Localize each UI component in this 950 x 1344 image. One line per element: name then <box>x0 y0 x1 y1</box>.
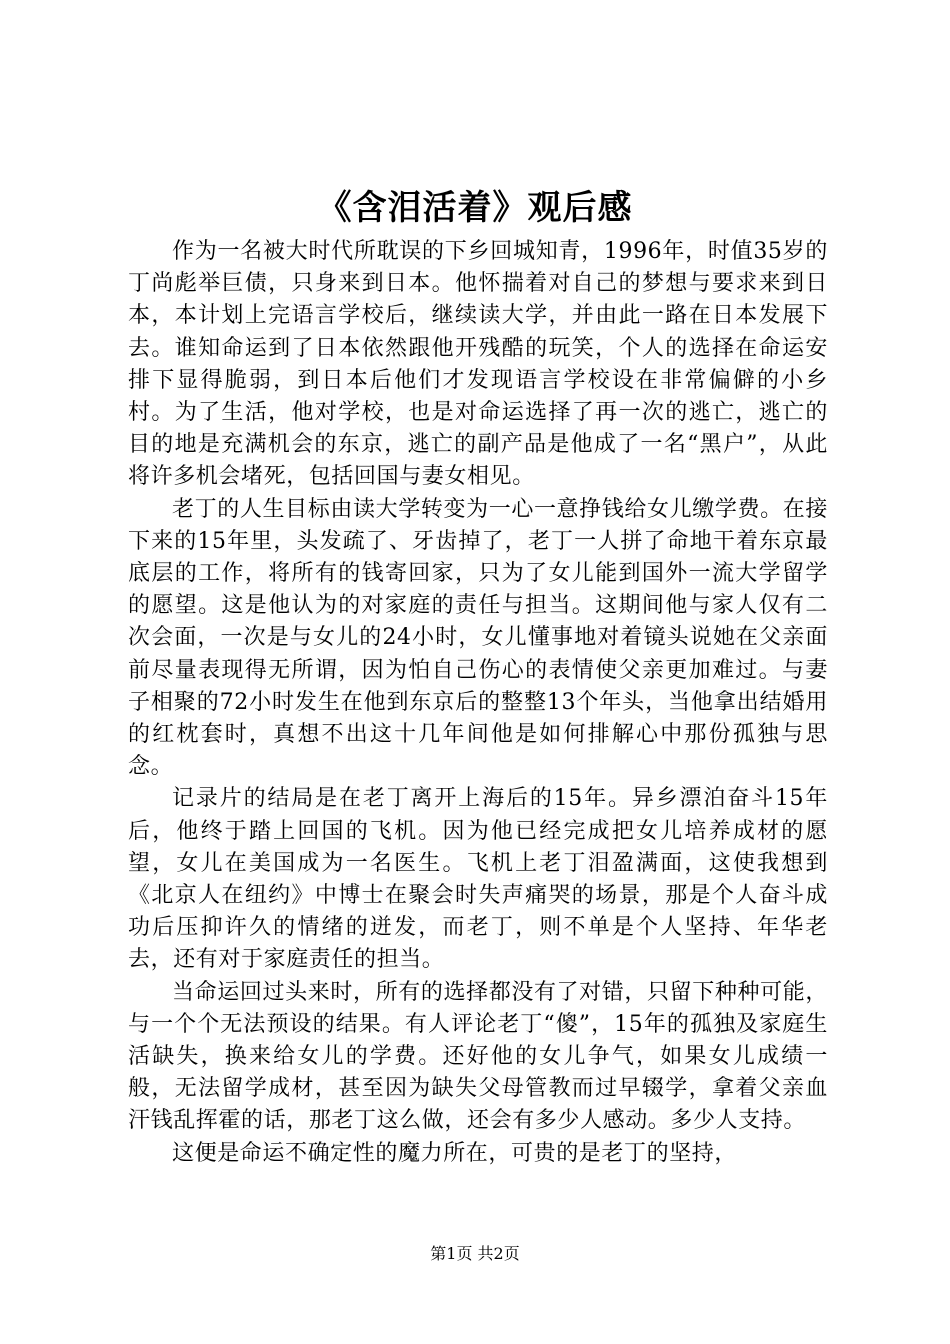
paragraph-2: 老丁的人生目标由读大学转变为一心一意挣钱给女儿缴学费。在接下来的15年里，头发疏了、牙齿掉了，老丁一人拼了命地干着东京最底层的工作，将所有的钱寄回家，只为了女儿能到国外一流大学留学的愿望。这是他认为的对家庭的责任与担当。这期间他与家人仅有二次会面，一次是与女儿的24小时，女儿懂事地对着镜头说她在父亲面前尽量表现得无所谓，因为怕自己伤心的表情使父亲更加难过。与妻子相聚的72小时发生在他到东京后的整整13个年头，当他拿出结婚用的红枕套时，真想不出这十几年间他是如何排解心中那份孤独与思念。 <box>128 496 828 780</box>
paragraph-5: 这便是命运不确定性的魔力所在，可贵的是老丁的坚持， <box>172 1140 738 1166</box>
document-body <box>128 236 828 1170</box>
paragraph-3: 记录片的结局是在老丁离开上海后的15年。异乡漂泊奋斗15年后，他终于踏上回国的飞机。因为他已经完成把女儿培养成材的愿望，女儿在美国成为一名医生。飞机上老丁泪盈满面，这使我想到《北京人在纽约》中博士在聚会时失声痛哭的场景，那是个人奋斗成功后压抑许久的情绪的迸发，而老丁，则不单是个人坚持、年华老去，还有对于家庭责任的担当。 <box>128 786 828 973</box>
paragraph-1: 作为一名被大时代所耽误的下乡回城知青，1996年，时值35岁的丁尚彪举巨债，只身来到日本。他怀揣着对自己的梦想与要求来到日本，本计划上完语言学校后，继续读大学，并由此一路在日本发展下去。谁知命运到了日本依然跟他开残酷的玩笑，个人的选择在命运安排下显得脆弱，到日本后他们才发现语言学校设在非常偏僻的小乡村。为了生活，他对学校，也是对命运选择了再一次的逃亡，逃亡的目的地是充满机会的东京，逃亡的副产品是他成了一名“黑户”，从此将许多机会堵死，包括回国与妻女相见。 <box>128 239 828 490</box>
page-number-footer: 第1页 共2页 <box>430 1244 520 1263</box>
document-title: 《含泪活着》观后感 <box>317 188 633 228</box>
paragraph-4: 当命运回过头来时，所有的选择都没有了对错，只留下种种可能，与一个个无法预设的结果。有人评论老丁“傻”，15年的孤独及家庭生活缺失，换来给女儿的学费。还好他的女儿争气，如果女儿成绩一般，无法留学成材，甚至因为缺失父母管教而过早辍学，拿着父亲血汗钱乱挥霍的话，那老丁这么做，还会有多少人感动。多少人支持。 <box>128 979 828 1134</box>
